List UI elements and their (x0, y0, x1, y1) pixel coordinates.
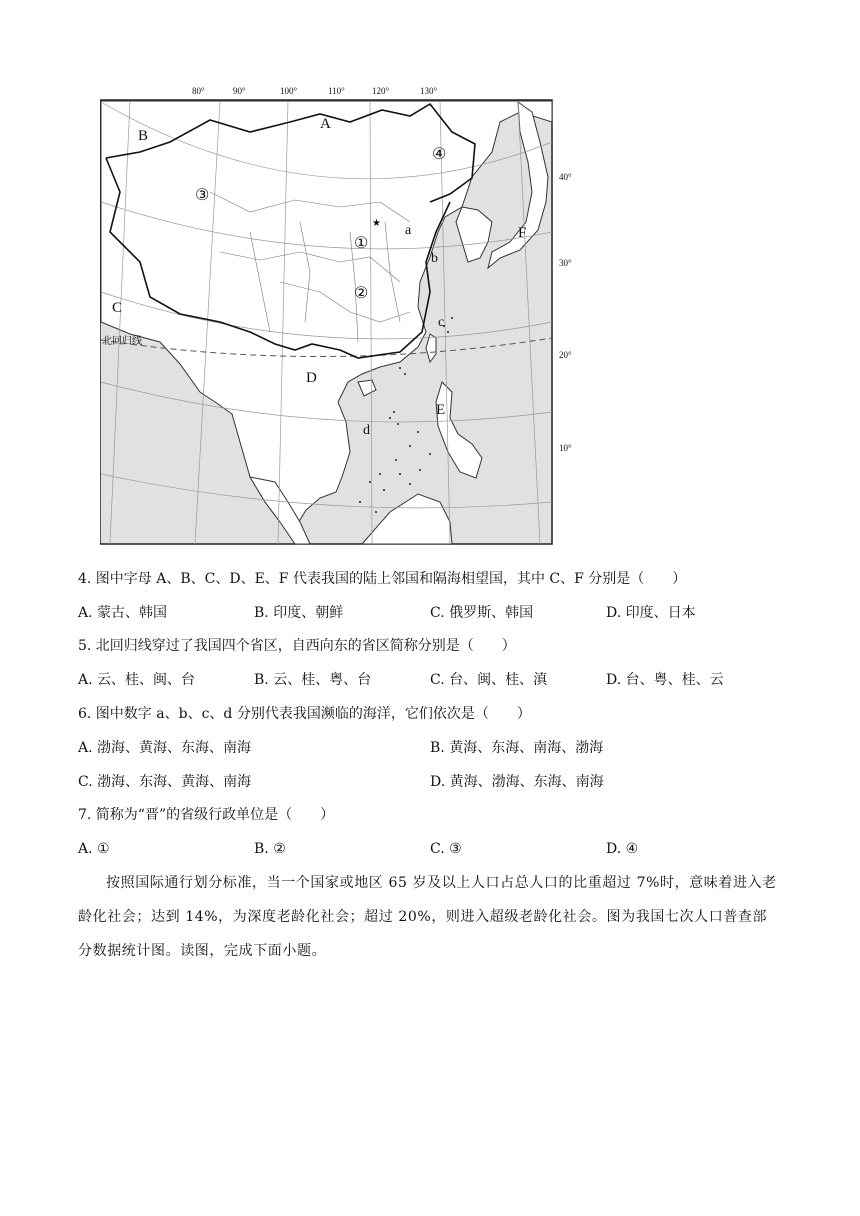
question-6-option-d: D. 黄海、渤海、东海、南海 (430, 774, 604, 790)
sea-letter-b: b (431, 251, 438, 266)
country-letter-d: D (306, 370, 317, 386)
lat-label: 30° (559, 258, 572, 268)
map-svg (100, 82, 576, 548)
lon-label: 90° (233, 86, 246, 96)
question-6-stem: 6. 图中数字 a、b、c、d 分别代表我国濒临的海洋，它们依次是（ ） (78, 706, 531, 722)
country-letter-f: F (518, 225, 527, 241)
question-4-option-c: C. 俄罗斯、韩国 (430, 605, 534, 621)
question-5-option-c: C. 台、闽、桂、滇 (430, 672, 548, 688)
sea-letter-d: d (363, 423, 370, 438)
question-6-option-c: C. 渤海、东海、黄海、南海 (78, 774, 252, 790)
question-5-option-a: A. 云、桂、闽、台 (78, 672, 196, 688)
capital-star-icon: ★ (372, 218, 381, 229)
lat-label: 40° (559, 172, 572, 182)
lon-label: 130° (420, 86, 438, 96)
province-number-3: ③ (195, 187, 210, 204)
question-4-option-d: D. 印度、日本 (606, 605, 696, 621)
province-number-1: ① (354, 235, 369, 252)
lat-label: 10° (559, 443, 572, 453)
lon-label: 80° (192, 86, 205, 96)
question-7-stem: 7. 简称为“晋”的省级行政单位是（ ） (78, 807, 335, 823)
lon-label: 100° (280, 86, 298, 96)
lon-label: 110° (328, 86, 345, 96)
question-5-option-d: D. 台、粤、桂、云 (606, 672, 724, 688)
country-letter-e: E (436, 402, 446, 418)
question-7-option-b: B. ② (254, 841, 286, 857)
question-4-option-a: A. 蒙古、韩国 (78, 605, 168, 621)
question-4-stem: 4. 图中字母 A、B、C、D、E、F 代表我国的陆上邻国和隔海相望国，其中 C、F 分别是（ ） (78, 571, 687, 587)
question-7-option-c: C. ③ (430, 841, 462, 857)
province-number-4: ④ (432, 146, 447, 163)
question-4-option-b: B. 印度、朝鲜 (254, 605, 344, 621)
question-6-option-b: B. 黄海、东海、南海、渤海 (430, 740, 604, 756)
tropic-label: 北回归线 (102, 336, 142, 347)
lat-label: 20° (559, 350, 572, 360)
question-5-option-b: B. 云、桂、粤、台 (254, 672, 372, 688)
country-letter-b: B (138, 128, 149, 144)
question-5-stem: 5. 北回归线穿过了我国四个省区，自西向东的省区简称分别是（ ） (78, 638, 516, 654)
sea-letter-a: a (405, 223, 412, 238)
east-asia-map (100, 82, 576, 548)
question-6-option-a: A. 渤海、黄海、东海、南海 (78, 740, 252, 756)
province-number-2: ② (354, 285, 369, 302)
sea-letter-c: c (438, 315, 445, 330)
question-7-option-a: A. ① (78, 841, 110, 857)
country-letter-c: C (112, 300, 123, 316)
country-letter-a: A (320, 116, 331, 132)
lon-label: 120° (372, 86, 390, 96)
passage-paragraph: 按照国际通行划分标准，当一个国家或地区 65 岁及以上人口占总人口的比重超过 7%时，意味着进入老龄化社会；达到 14%，为深度老龄化社会；超过 20%，则进入超级老龄化社会。图为我国七次人口普查部分数据统计图。读图，完成下面小题。 (78, 875, 777, 959)
question-7-option-d: D. ④ (606, 841, 639, 857)
